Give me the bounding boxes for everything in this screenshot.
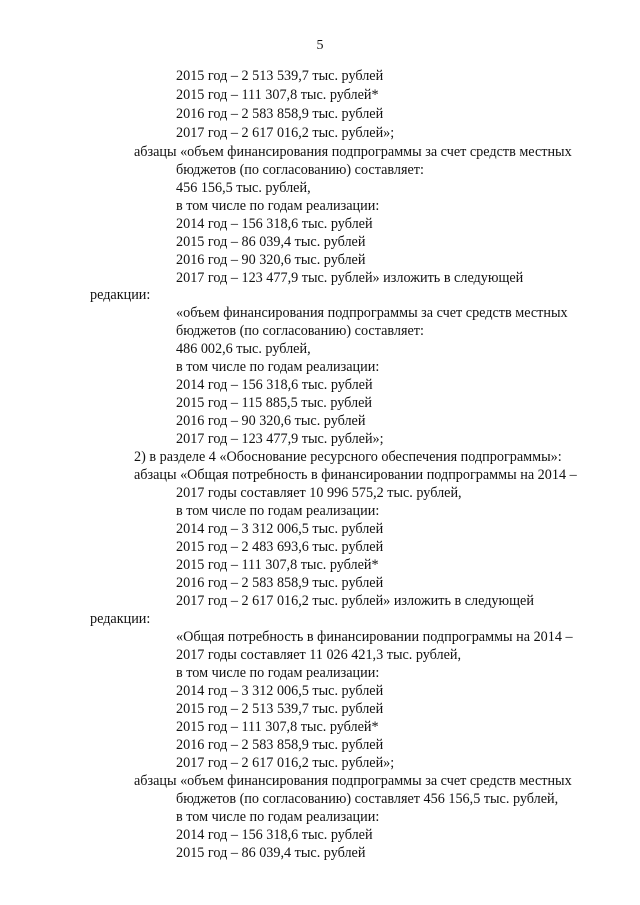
text-line: 2017 год – 123 477,9 тыс. рублей» изложить в следующей: [176, 270, 524, 286]
text-line: 2014 год – 156 318,6 тыс. рублей: [176, 216, 373, 232]
text-line: бюджетов (по согласованию) составляет:: [176, 323, 424, 339]
text-line: 2014 год – 156 318,6 тыс. рублей: [176, 377, 373, 393]
text-line: абзацы «объем финансирования подпрограммы за счет средств местных: [134, 144, 572, 160]
text-line: редакции:: [90, 611, 151, 627]
text-line: 2016 год – 2 583 858,9 тыс. рублей: [176, 737, 384, 753]
text-line: 2014 год – 3 312 006,5 тыс. рублей: [176, 683, 384, 699]
text-line: 2) в разделе 4 «Обоснование ресурсного обеспечения подпрограммы»:: [134, 449, 562, 465]
text-line: редакции:: [90, 287, 151, 303]
text-line: 2016 год – 2 583 858,9 тыс. рублей: [176, 575, 384, 591]
text-line: 2015 год – 86 039,4 тыс. рублей: [176, 845, 366, 861]
text-line: 2015 год – 86 039,4 тыс. рублей: [176, 234, 366, 250]
text-line: в том числе по годам реализации:: [176, 503, 380, 519]
text-line: в том числе по годам реализации:: [176, 198, 380, 214]
text-line: 2016 год – 90 320,6 тыс. рублей: [176, 413, 366, 429]
page-number: 5: [316, 38, 324, 53]
text-line: 2017 годы составляет 10 996 575,2 тыс. рублей,: [176, 485, 462, 501]
text-line: «Общая потребность в финансировании подпрограммы на 2014 –: [176, 629, 573, 645]
text-line: в том числе по годам реализации:: [176, 809, 380, 825]
text-line: 2017 год – 123 477,9 тыс. рублей»;: [176, 431, 384, 447]
text-line: 2016 год – 2 583 858,9 тыс. рублей: [176, 106, 384, 122]
text-line: 2016 год – 90 320,6 тыс. рублей: [176, 252, 366, 268]
text-line: абзацы «объем финансирования подпрограммы за счет средств местных: [134, 773, 572, 789]
text-line: 2017 год – 2 617 016,2 тыс. рублей» изложить в следующей: [176, 593, 534, 609]
text-line: бюджетов (по согласованию) составляет 456 156,5 тыс. рублей,: [176, 791, 559, 807]
text-line: 2017 годы составляет 11 026 421,3 тыс. рублей,: [176, 647, 462, 663]
text-line: 2015 год – 115 885,5 тыс. рублей: [176, 395, 373, 411]
text-line: в том числе по годам реализации:: [176, 665, 380, 681]
text-line: 2017 год – 2 617 016,2 тыс. рублей»;: [176, 125, 395, 141]
text-line: 2015 год – 2 513 539,7 тыс. рублей: [176, 701, 384, 717]
text-line: 456 156,5 тыс. рублей,: [176, 180, 311, 196]
text-line: 2017 год – 2 617 016,2 тыс. рублей»;: [176, 755, 395, 771]
text-line: абзацы «Общая потребность в финансировании подпрограммы на 2014 –: [134, 467, 577, 483]
text-line: 2014 год – 3 312 006,5 тыс. рублей: [176, 521, 384, 537]
text-line: 2014 год – 156 318,6 тыс. рублей: [176, 827, 373, 843]
text-line: 486 002,6 тыс. рублей,: [176, 341, 311, 357]
text-line: 2015 год – 2 513 539,7 тыс. рублей: [176, 68, 384, 84]
text-line: 2015 год – 111 307,8 тыс. рублей*: [176, 557, 379, 573]
text-line: «объем финансирования подпрограммы за счет средств местных: [176, 305, 568, 321]
text-line: 2015 год – 2 483 693,6 тыс. рублей: [176, 539, 384, 555]
text-line: в том числе по годам реализации:: [176, 359, 380, 375]
text-line: 2015 год – 111 307,8 тыс. рублей*: [176, 87, 379, 103]
text-line: бюджетов (по согласованию) составляет:: [176, 162, 424, 178]
text-line: 2015 год – 111 307,8 тыс. рублей*: [176, 719, 379, 735]
